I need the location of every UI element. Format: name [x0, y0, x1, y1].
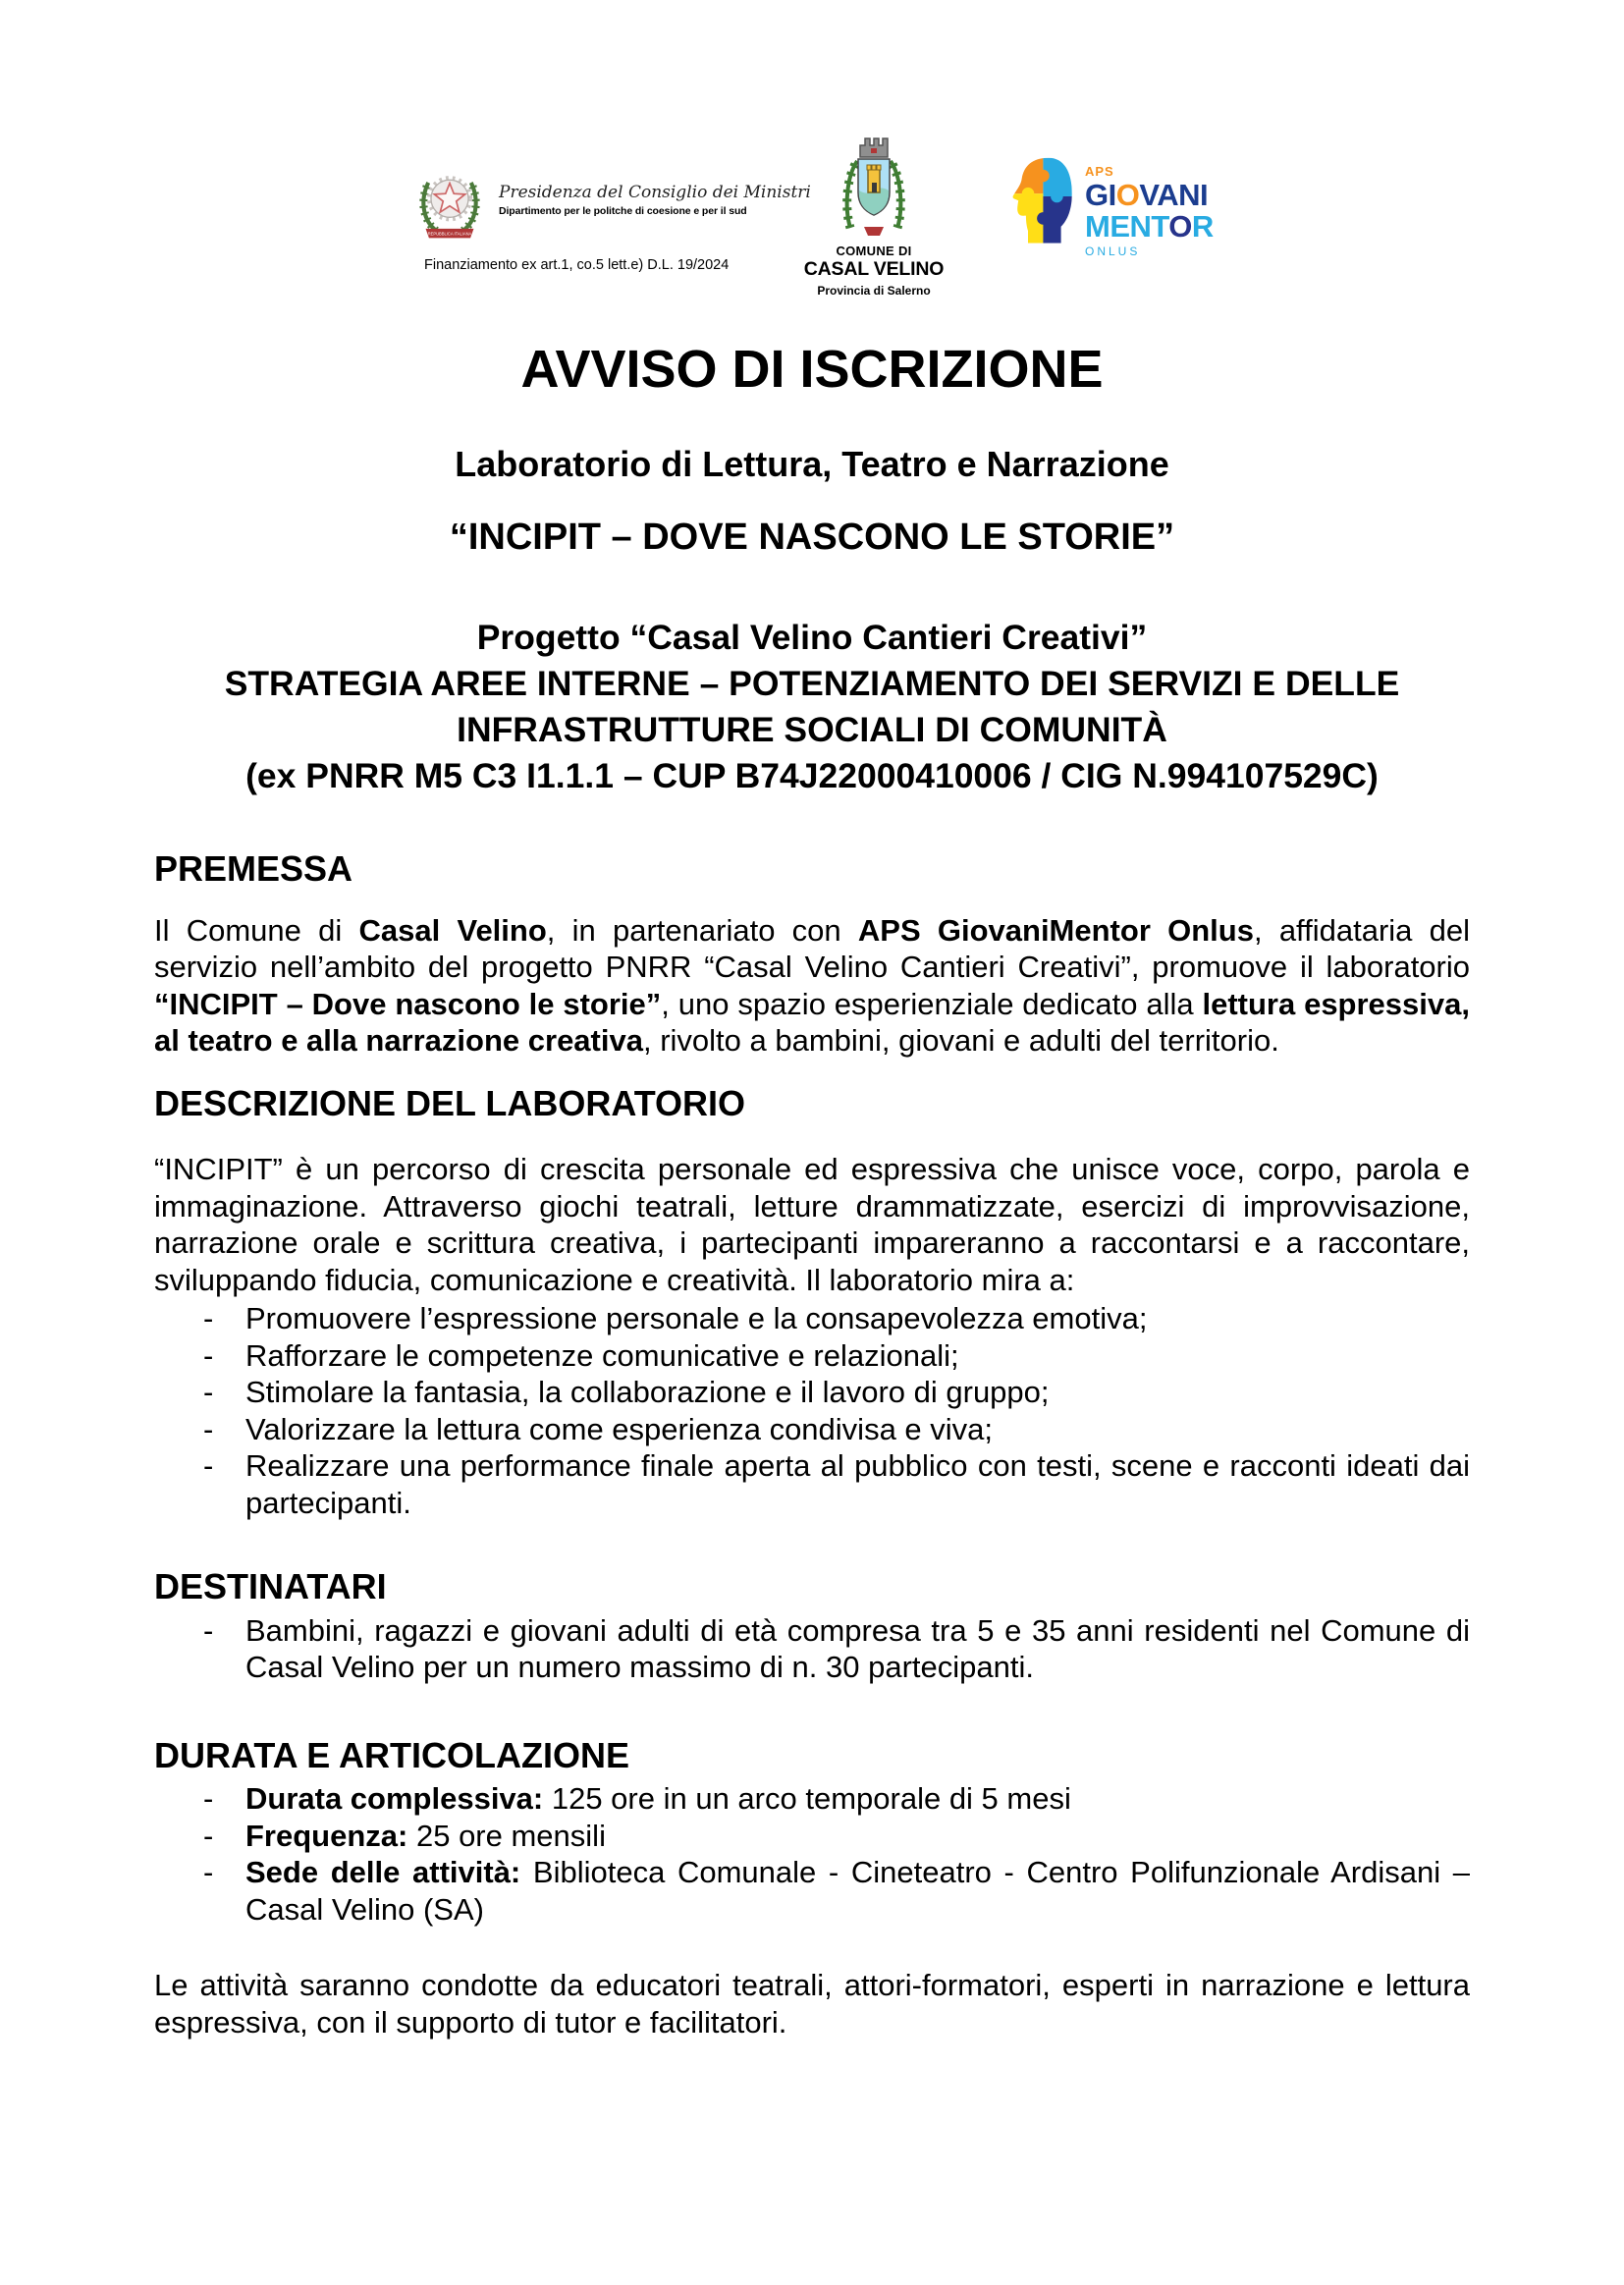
list-item	[154, 1780, 1470, 1818]
closing-paragraph: Le attività saranno condotte da educatori teatrali, attori-formatori, esperti in narrazione e lettura espressiva, con il supporto di tutor e facilitatori.	[154, 1968, 1470, 2040]
bullet-dash: -	[203, 1855, 214, 1890]
list-item: - Stimolare la fantasia, la collaborazione e il lavoro di gruppo;	[203, 1375, 1050, 1410]
section-heading-descrizione: DESCRIZIONE DEL LABORATORIO	[154, 1082, 746, 1123]
casal-velino-crest-icon	[842, 132, 905, 242]
comune-line3: Provincia di Salerno	[817, 284, 931, 298]
italian-republic-emblem-icon	[416, 163, 483, 242]
comune-logo-group	[803, 132, 945, 298]
bullet-dash: -	[203, 1337, 214, 1373]
section-heading-durata: DURATA E ARTICOLAZIONE	[154, 1734, 629, 1775]
document-body	[0, 340, 1624, 2040]
list-item: - Realizzare una performance finale aperta al pubblico con testi, scene e racconti ideati dai partecipanti.	[203, 1448, 1470, 1520]
list-item: - Valorizzare la lettura come esperienza condivisa e viva;	[203, 1411, 994, 1446]
giovani-mentor-logo-group	[1007, 155, 1214, 257]
mentor-onlus-label: ONLUS	[1085, 245, 1141, 258]
list-item: - Bambini, ragazzi e giovani adulti di età compresa tra 5 e 35 anni residenti nel Comune di Casal Velino per un numero massimo di n. 30 partecipanti.	[203, 1612, 1470, 1685]
durata-item-label: Sede delle attività:	[245, 1855, 521, 1890]
descrizione-paragraph: “INCIPIT” è un percorso di crescita personale ed espressiva che unisce voce, corpo, parola e immaginazione. Attraverso giochi teatrali, letture drammatizzate, esercizi di improvvisazione, narrazione orale e scrittura creativa, i partecipanti impareranno a raccontarsi e a raccontare, sviluppando fiducia, comunicazione e creatività. Il laboratorio mira a:	[154, 1152, 1470, 1297]
bullet-dash: -	[203, 1375, 214, 1410]
section-heading-premessa: PREMESSA	[154, 847, 353, 889]
durata-item-text: 125 ore in un arco temporale di 5 mesi	[543, 1781, 1071, 1817]
project-line1: Progetto “Casal Velino Cantieri Creativi”	[476, 617, 1148, 657]
durata-bullet-list	[154, 1780, 1470, 1928]
project-line3: INFRASTRUTTURE SOCIALI DI COMUNITÀ	[457, 709, 1167, 749]
giovani-mentor-text	[1085, 155, 1214, 257]
durata-item-label: Durata complessiva:	[245, 1781, 544, 1817]
page-subtitle: Laboratorio di Lettura, Teatro e Narrazione	[455, 444, 1169, 485]
comune-line1: COMUNE DI	[836, 244, 912, 258]
bullet-dash: -	[203, 1781, 214, 1817]
bullet-dash: -	[203, 1818, 214, 1853]
comune-line2: CASAL VELINO	[803, 258, 945, 280]
list-item	[154, 1854, 1470, 1928]
bullet-dash: -	[203, 1448, 214, 1484]
section-heading-destinatari: DESTINATARI	[154, 1566, 387, 1607]
bullet-dash: -	[203, 1612, 214, 1648]
durata-item-label: Frequenza:	[245, 1818, 408, 1853]
workshop-motto: “INCIPIT – DOVE NASCONO LE STORIE”	[449, 516, 1175, 558]
presidenza-text	[499, 163, 811, 217]
page-title: AVVISO DI ISCRIZIONE	[520, 340, 1104, 399]
project-line4: (ex PNRR M5 C3 I1.1.1 – CUP B74J22000410006 / CIG N.994107529C)	[245, 755, 1379, 795]
funding-line: Finanziamento ex art.1, co.5 lett.e) D.L. 19/2024	[424, 257, 730, 273]
presidenza-title: Presidenza del Consiglio dei Ministri	[499, 183, 811, 202]
puzzle-head-icon	[1007, 155, 1076, 245]
list-item: - Promuovere l’espressione personale e la consapevolezza emotiva;	[203, 1301, 1148, 1336]
presidenza-department: Dipartimento per le politche di coesione e per il sud	[499, 205, 747, 217]
emblem-ribbon-text: REPUBBLICA ITALIANA	[427, 231, 472, 237]
mentor-giovani-label: GIOVANI	[1085, 178, 1209, 212]
premessa-paragraph: Il Comune di Casal Velino, in partenariato con APS GiovaniMentor Onlus, affidataria del servizio nell’ambito del progetto PNRR “Casal Velino Cantieri Creativi”, promuove il laboratorio “INCIPIT – Dove nascono le storie”, uno spazio esperienziale dedicato alla lettura espressiva, al teatro e alla narrazione creativa, rivolto a bambini, giovani e adulti del territorio.	[154, 912, 1471, 1059]
project-heading-block	[154, 615, 1470, 799]
mentor-mentor-label: MENTOR	[1085, 209, 1214, 244]
bullet-dash: -	[203, 1411, 214, 1446]
durata-item-text: Biblioteca Comunale - Cineteatro - Centro Polifunzionale Ardisani – Casal Velino (SA)	[245, 1855, 1470, 1927]
presidenza-logo-group	[416, 163, 811, 273]
durata-item-text: 25 ore mensili	[407, 1818, 606, 1853]
header-logos	[0, 0, 1624, 304]
destinatari-bullet-list	[154, 1612, 1470, 1686]
project-line2: STRATEGIA AREE INTERNE – POTENZIAMENTO DEI SERVIZI E DELLE	[224, 663, 1400, 703]
mentor-aps-label: APS	[1085, 164, 1114, 179]
descrizione-bullet-list	[154, 1300, 1470, 1521]
list-item: - Rafforzare le competenze comunicative e relazionali;	[203, 1337, 959, 1373]
bullet-dash: -	[203, 1301, 214, 1336]
list-item	[154, 1818, 1470, 1855]
